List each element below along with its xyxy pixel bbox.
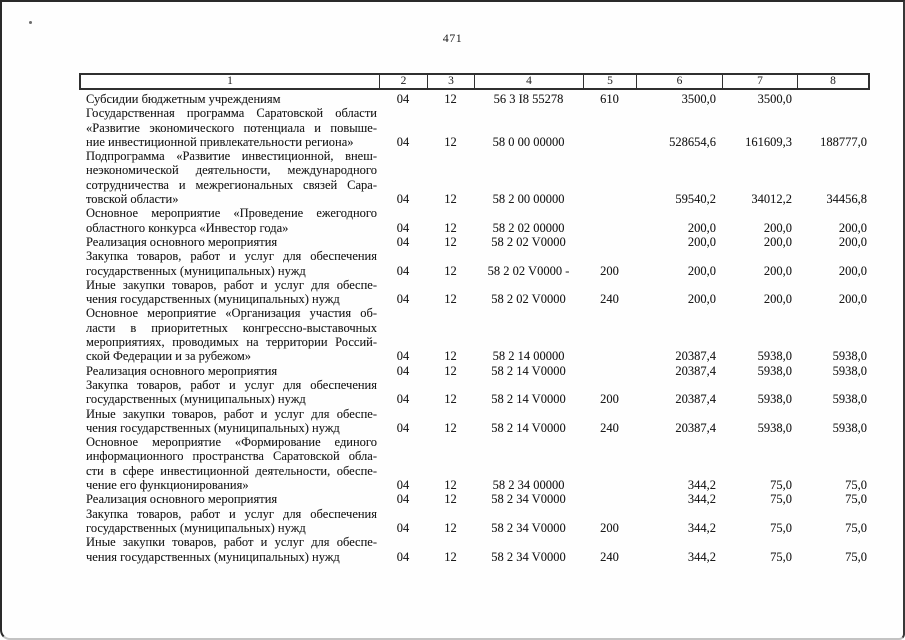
cell-subsection-code: 12 bbox=[444, 549, 457, 564]
table-row bbox=[79, 249, 870, 278]
table-row bbox=[79, 306, 870, 363]
cell-section-code: 04 bbox=[396, 392, 410, 407]
row-label-line: Основное мероприятие «Проведение ежегодного bbox=[86, 206, 377, 221]
page-number: 471 bbox=[442, 31, 463, 45]
cell-target-article-code: 58 2 14 V0000 bbox=[491, 363, 566, 378]
cell-amount-col7: 5938,0 bbox=[757, 392, 792, 407]
row-label-line: Субсидии бюджетным учреждениям bbox=[86, 92, 281, 106]
row-label-line: государственных (муниципальных) нужд bbox=[86, 520, 306, 535]
cell-section-code: 04 bbox=[396, 292, 410, 307]
row-label bbox=[79, 249, 379, 278]
cell-amount-col8: 188777,0 bbox=[820, 134, 867, 149]
cell-section-code: 04 bbox=[396, 363, 410, 378]
row-label-line: чения государственных (муниципальных) нужд bbox=[86, 420, 340, 435]
cell-amount-col6: 344,2 bbox=[687, 520, 716, 535]
cell-expense-type-code: 240 bbox=[600, 420, 619, 435]
cell-amount-col6: 344,2 bbox=[687, 478, 716, 493]
cell-amount-col8: 200,0 bbox=[838, 220, 867, 235]
row-label-line: Закупка товаров, работ и услуг для обеспечения bbox=[86, 249, 377, 264]
table-row bbox=[79, 535, 870, 564]
table-row bbox=[79, 206, 870, 235]
cell-amount-col7: 200,0 bbox=[763, 220, 792, 235]
cell-target-article-code: 58 2 14 V0000 bbox=[491, 420, 566, 435]
cell-amount-col8: 5938,0 bbox=[832, 363, 867, 378]
row-label bbox=[79, 206, 379, 235]
cell-amount-col8: 200,0 bbox=[838, 234, 867, 249]
cell-subsection-code: 12 bbox=[444, 492, 457, 507]
row-label bbox=[79, 364, 379, 378]
cell-subsection-code: 12 bbox=[444, 263, 457, 278]
row-label bbox=[79, 492, 379, 506]
row-label-line: товской области» bbox=[86, 192, 179, 207]
cell-amount-col6: 344,2 bbox=[687, 549, 716, 564]
row-label-line: государственных (муниципальных) нужд bbox=[86, 263, 306, 278]
row-label-line: Иные закупки товаров, работ и услуг для обеспе- bbox=[86, 406, 377, 421]
cell-subsection-code: 12 bbox=[444, 520, 457, 535]
cell-amount-col8: 5938,0 bbox=[832, 392, 867, 407]
cell-amount-col7: 34012,2 bbox=[751, 192, 792, 207]
row-label-line: неэкономической деятельности, международного bbox=[86, 163, 377, 178]
cell-target-article-code: 58 2 02 00000 bbox=[492, 220, 565, 235]
row-label-line: сти в сфере инвестиционной деятельности, обеспе- bbox=[86, 463, 377, 478]
cell-target-article-code: 58 2 14 00000 bbox=[492, 349, 565, 364]
cell-amount-col7: 200,0 bbox=[763, 292, 792, 307]
cell-amount-col6: 200,0 bbox=[687, 234, 716, 249]
cell-target-article-code: 56 3 I8 55278 bbox=[493, 92, 564, 106]
column-header-3: 3 bbox=[427, 75, 474, 88]
cell-amount-col7: 200,0 bbox=[763, 263, 792, 278]
row-label-line: Закупка товаров, работ и услуг для обеспечения bbox=[86, 506, 377, 521]
row-label bbox=[79, 306, 379, 363]
row-label-line: государственных (муниципальных) нужд bbox=[86, 392, 306, 407]
cell-amount-col7: 3500,0 bbox=[757, 92, 792, 106]
cell-section-code: 04 bbox=[396, 234, 410, 249]
cell-section-code: 04 bbox=[396, 520, 410, 535]
row-label bbox=[79, 149, 379, 206]
cell-target-article-code: 58 2 14 V0000 bbox=[491, 392, 566, 407]
cell-section-code: 04 bbox=[396, 420, 410, 435]
cell-target-article-code: 58 2 34 V0000 bbox=[491, 492, 566, 507]
row-label-line: Основное мероприятие «Формирование единого bbox=[86, 435, 377, 450]
cell-amount-col6: 20387,4 bbox=[675, 363, 716, 378]
cell-expense-type-code: 200 bbox=[600, 263, 619, 278]
budget-table bbox=[79, 73, 870, 564]
row-label-line: ской Федерации и за рубежом» bbox=[86, 349, 252, 364]
column-header-7: 7 bbox=[722, 75, 797, 88]
row-label-line: областного конкурса «Инвестор года» bbox=[86, 220, 289, 235]
cell-section-code: 04 bbox=[396, 134, 410, 149]
cell-target-article-code: 58 2 34 V0000 bbox=[491, 549, 566, 564]
table-row bbox=[79, 507, 870, 536]
row-label-line: чения государственных (муниципальных) нужд bbox=[86, 292, 340, 307]
cell-amount-col7: 161609,3 bbox=[745, 134, 792, 149]
column-header-1: 1 bbox=[227, 75, 233, 87]
cell-target-article-code: 58 2 02 V0000 - bbox=[487, 263, 570, 278]
row-label bbox=[79, 106, 379, 149]
scan-speck bbox=[29, 21, 32, 24]
row-label-line: Реализация основного мероприятия bbox=[86, 492, 278, 507]
row-label-line: ласти в приоритетных конгрессно-выставочных bbox=[86, 320, 377, 335]
row-label-line: информационного пространства Саратовской обла- bbox=[86, 449, 377, 464]
row-label-line: Государственная программа Саратовской области bbox=[86, 106, 377, 121]
row-label bbox=[79, 507, 379, 536]
cell-subsection-code: 12 bbox=[444, 478, 457, 493]
table-row bbox=[79, 435, 870, 492]
cell-subsection-code: 12 bbox=[444, 349, 457, 364]
cell-section-code: 04 bbox=[396, 549, 410, 564]
row-label bbox=[79, 278, 379, 307]
cell-amount-col6: 20387,4 bbox=[675, 420, 716, 435]
cell-amount-col7: 75,0 bbox=[770, 478, 792, 493]
cell-section-code: 04 bbox=[396, 92, 410, 106]
table-row bbox=[79, 492, 870, 506]
cell-amount-col7: 5938,0 bbox=[757, 349, 792, 364]
row-label bbox=[79, 378, 379, 407]
cell-amount-col8: 5938,0 bbox=[832, 349, 867, 364]
column-header-8: 8 bbox=[797, 75, 868, 88]
cell-section-code: 04 bbox=[396, 478, 410, 493]
row-label-line: сотрудничества и межрегиональных связей Сара- bbox=[86, 177, 377, 192]
cell-amount-col8: 75,0 bbox=[845, 492, 867, 507]
cell-amount-col8: 34456,8 bbox=[826, 192, 867, 207]
cell-target-article-code: 58 2 34 00000 bbox=[492, 478, 565, 493]
cell-amount-col8: 75,0 bbox=[845, 520, 867, 535]
table-row bbox=[79, 364, 870, 378]
row-label-line: Иные закупки товаров, работ и услуг для обеспе- bbox=[86, 277, 377, 292]
cell-target-article-code: 58 0 00 00000 bbox=[492, 134, 565, 149]
cell-subsection-code: 12 bbox=[444, 363, 457, 378]
cell-target-article-code: 58 2 34 V0000 bbox=[491, 520, 566, 535]
cell-subsection-code: 12 bbox=[444, 234, 457, 249]
cell-amount-col6: 344,2 bbox=[687, 492, 716, 507]
row-label bbox=[79, 92, 379, 106]
cell-amount-col6: 200,0 bbox=[687, 292, 716, 307]
cell-section-code: 04 bbox=[396, 263, 410, 278]
cell-expense-type-code: 240 bbox=[600, 292, 619, 307]
row-label-line: Иные закупки товаров, работ и услуг для обеспе- bbox=[86, 535, 377, 550]
row-label-line: чения государственных (муниципальных) нужд bbox=[86, 549, 340, 564]
cell-amount-col7: 5938,0 bbox=[757, 420, 792, 435]
cell-section-code: 04 bbox=[396, 220, 410, 235]
row-label bbox=[79, 235, 379, 249]
cell-amount-col6: 528654,6 bbox=[669, 134, 716, 149]
cell-amount-col8: 75,0 bbox=[845, 478, 867, 493]
cell-subsection-code: 12 bbox=[444, 92, 457, 106]
row-label bbox=[79, 407, 379, 436]
cell-section-code: 04 bbox=[396, 192, 410, 207]
table-header-row bbox=[79, 73, 870, 90]
cell-amount-col8: 75,0 bbox=[845, 549, 867, 564]
cell-expense-type-code: 240 bbox=[600, 549, 619, 564]
cell-section-code: 04 bbox=[396, 492, 410, 507]
table-row bbox=[79, 278, 870, 307]
cell-expense-type-code: 200 bbox=[600, 520, 619, 535]
cell-amount-col8: 200,0 bbox=[838, 292, 867, 307]
cell-subsection-code: 12 bbox=[444, 192, 457, 207]
cell-subsection-code: 12 bbox=[444, 392, 457, 407]
cell-amount-col8: 200,0 bbox=[838, 263, 867, 278]
row-label-line: чение его функционирования» bbox=[86, 478, 249, 493]
column-header-6: 6 bbox=[636, 75, 722, 88]
cell-amount-col6: 20387,4 bbox=[675, 349, 716, 364]
row-label bbox=[79, 535, 379, 564]
column-header-2: 2 bbox=[379, 75, 427, 88]
row-label-line: «Развитие экономического потенциала и повыше- bbox=[86, 120, 377, 135]
row-label-line: Реализация основного мероприятия bbox=[86, 234, 278, 249]
row-label-line: Подпрограмма «Развитие инвестиционной, внеш- bbox=[86, 149, 377, 164]
column-header-5: 5 bbox=[583, 75, 636, 88]
cell-expense-type-code: 610 bbox=[600, 92, 619, 106]
cell-amount-col6: 3500,0 bbox=[681, 92, 716, 106]
cell-amount-col7: 5938,0 bbox=[757, 363, 792, 378]
cell-amount-col6: 59540,2 bbox=[675, 192, 716, 207]
cell-target-article-code: 58 2 00 00000 bbox=[492, 192, 565, 207]
cell-target-article-code: 58 2 02 V0000 bbox=[491, 292, 566, 307]
row-label-line: Закупка товаров, работ и услуг для обеспечения bbox=[86, 377, 377, 392]
table-row bbox=[79, 378, 870, 407]
table-row bbox=[79, 149, 870, 206]
table-row bbox=[79, 407, 870, 436]
row-label-line: мероприятиях, проводимых на территории Россий- bbox=[86, 335, 377, 350]
table-row bbox=[79, 235, 870, 249]
cell-amount-col7: 200,0 bbox=[763, 234, 792, 249]
row-label-line: ние инвестиционной привлекательности региона» bbox=[86, 134, 354, 149]
cell-subsection-code: 12 bbox=[444, 220, 457, 235]
column-header-4: 4 bbox=[474, 75, 583, 88]
table-row bbox=[79, 106, 870, 149]
table-row bbox=[79, 92, 870, 106]
row-label-line: Реализация основного мероприятия bbox=[86, 363, 278, 378]
row-label bbox=[79, 435, 379, 492]
row-label-line: Основное мероприятие «Организация участия об- bbox=[86, 306, 377, 321]
cell-amount-col6: 200,0 bbox=[687, 263, 716, 278]
cell-amount-col7: 75,0 bbox=[770, 492, 792, 507]
table-body bbox=[79, 90, 870, 564]
cell-amount-col8: 5938,0 bbox=[832, 420, 867, 435]
cell-subsection-code: 12 bbox=[444, 292, 457, 307]
cell-expense-type-code: 200 bbox=[600, 392, 619, 407]
cell-amount-col6: 200,0 bbox=[687, 220, 716, 235]
cell-target-article-code: 58 2 02 V0000 bbox=[491, 234, 566, 249]
cell-subsection-code: 12 bbox=[444, 420, 457, 435]
cell-amount-col6: 20387,4 bbox=[675, 392, 716, 407]
cell-amount-col7: 75,0 bbox=[770, 520, 792, 535]
cell-amount-col7: 75,0 bbox=[770, 549, 792, 564]
cell-subsection-code: 12 bbox=[444, 134, 457, 149]
cell-section-code: 04 bbox=[396, 349, 410, 364]
